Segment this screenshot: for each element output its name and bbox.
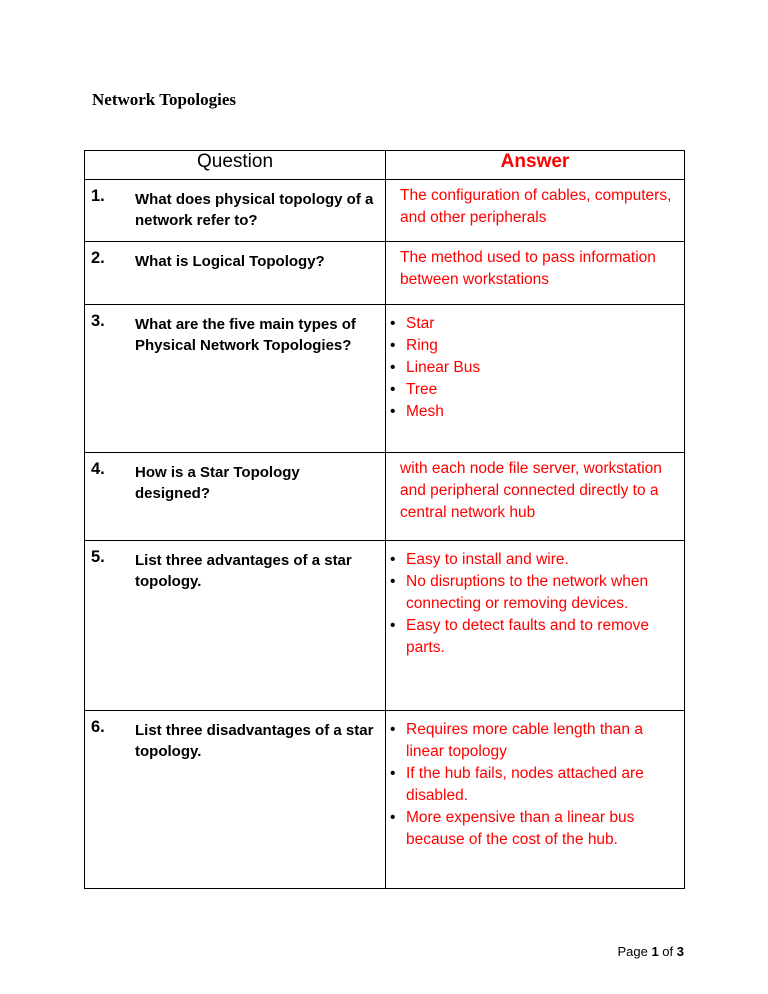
document-title: Network Topologies [92,90,237,109]
question-text: What are the five main types of Physical Network Topologies? [135,316,356,354]
question-text: How is a Star Topology designed? [135,464,300,502]
current-page: 1 [651,944,659,959]
answer-header: Answer [386,151,685,180]
question-text: List three disadvantages of a star topology. [135,722,374,760]
list-item: • More expensive than a linear bus because of the cost of the hub. [390,807,676,851]
answer-text: The method used to pass information between workstations [400,249,656,288]
table-row [85,305,685,453]
list-item: • Ring [390,335,676,357]
answer-list [390,549,676,659]
table-row [85,541,685,711]
question-text: What is Logical Topology? [135,253,325,270]
answer-text: The configuration of cables, computers, and other peripherals [400,187,672,226]
list-item: • Mesh [390,401,676,423]
question-number: 6. [91,718,105,736]
question-text: What does physical topology of a network refer to? [135,191,374,229]
table-row [85,180,685,242]
footer-of: of [658,944,677,959]
answer-text: with each node file server, workstation and peripheral connected directly to a central network hub [400,460,662,521]
total-pages: 3 [676,944,684,959]
list-item: • Easy to detect faults and to remove parts. [390,615,676,659]
question-number: 5. [91,548,105,566]
list-item: • If the hub fails, nodes attached are disabled. [390,763,676,807]
question-number: 2. [91,249,105,267]
list-item: • Linear Bus [390,357,676,379]
page-footer [617,944,684,959]
question-number: 4. [91,460,105,478]
table-row [85,242,685,305]
header-row [85,151,685,180]
question-header: Question [85,151,386,180]
footer-prefix: Page [617,944,652,959]
table-row [85,453,685,541]
list-item: • Tree [390,379,676,401]
answer-list [390,719,676,851]
question-number: 1. [91,187,105,205]
list-item: • Easy to install and wire. [390,549,676,571]
question-text: List three advantages of a star topology. [135,552,352,590]
list-item: • No disruptions to the network when connecting or removing devices. [390,571,676,615]
qa-table [84,150,685,889]
list-item: • Star [390,313,676,335]
question-number: 3. [91,312,105,330]
list-item: • Requires more cable length than a linear topology [390,719,676,763]
answer-list [390,313,676,423]
table-row [85,711,685,889]
